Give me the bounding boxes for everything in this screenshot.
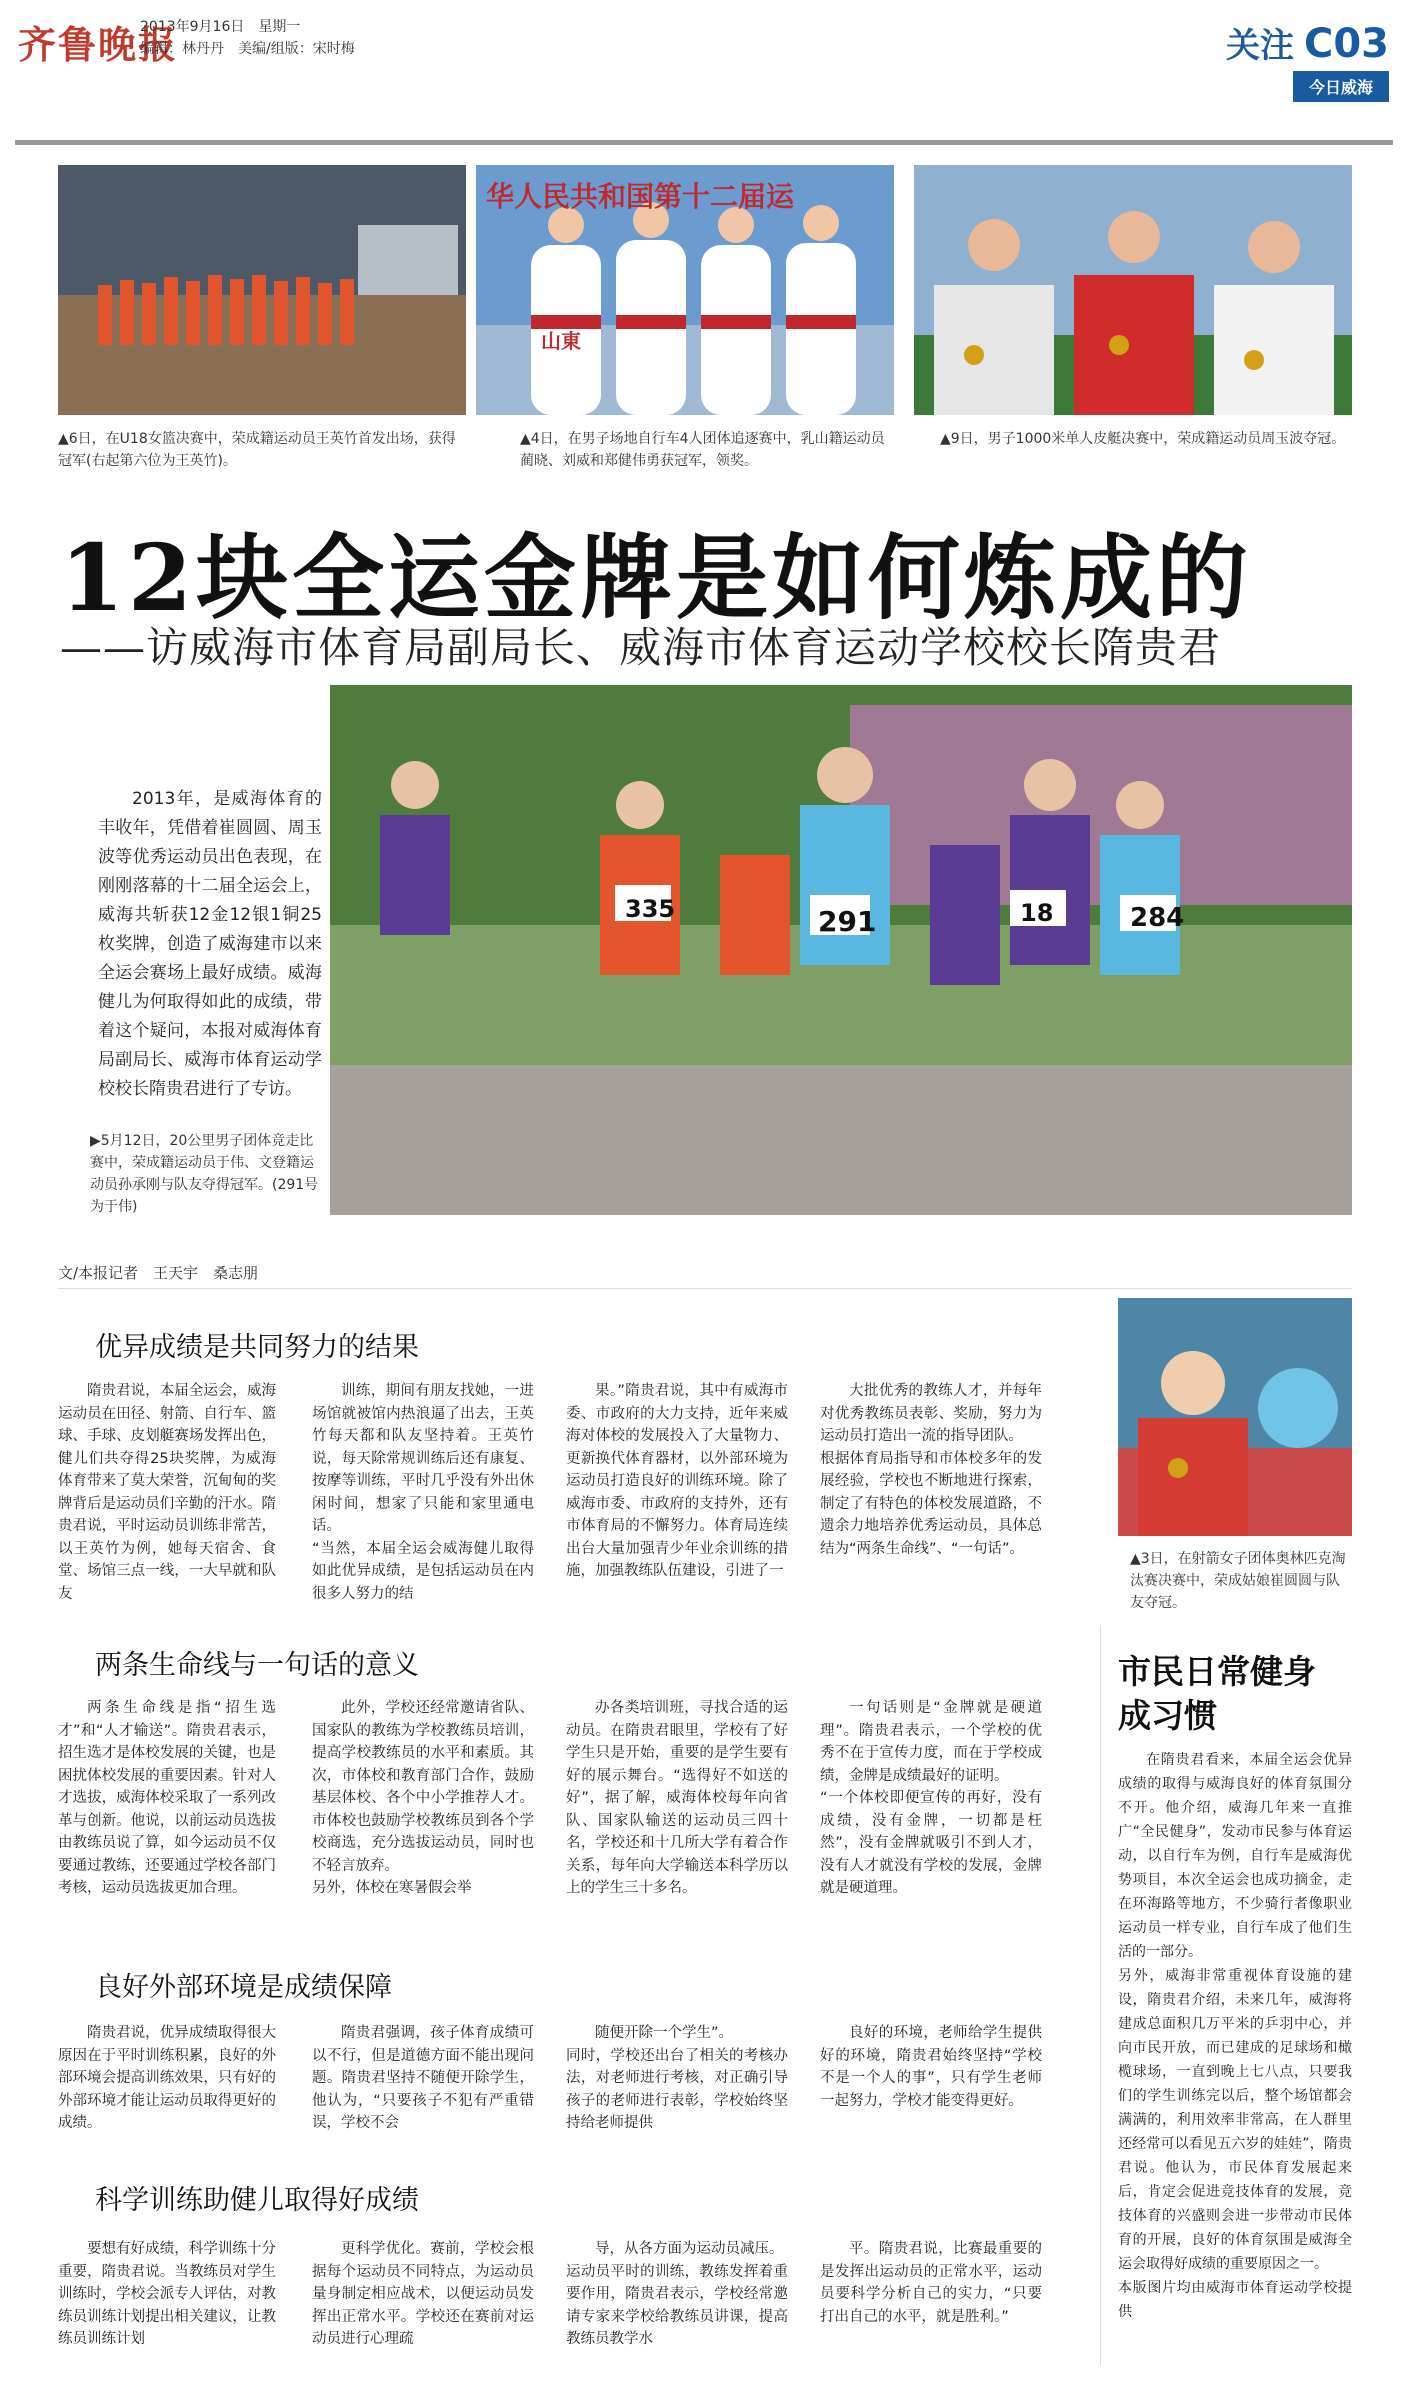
editor-credits: 编辑：林丹丹 美编/组版：宋时梅 [140, 41, 355, 57]
section-header [1226, 18, 1389, 102]
main-subheadline: ——访威海市体育局副局长、威海市体育运动学校校长隋贵君 [60, 623, 1222, 672]
kayak-photo-image [914, 165, 1352, 415]
bib-number-18: 18 [1020, 899, 1054, 927]
header-rule [15, 140, 1393, 145]
section-heading-3: 良好外部环境是成绩保障 [95, 1972, 392, 2003]
basketball-photo-image [58, 165, 466, 415]
archery-photo-image [1118, 1298, 1352, 1536]
section-heading-1: 优异成绩是共同努力的结果 [95, 1332, 419, 1363]
issue-meta [140, 16, 355, 60]
section4-col4: 平。隋贵君说，比赛最重要的是发挥出运动员的正常水平，运动员要科学分析自己的实力，“只要打出自己的水平，就是胜利。” [820, 2241, 1042, 2325]
section2-col4: 一句话则是“金牌就是硬道理”。隋贵君表示，一个学校的优秀不在于宣传力度，而在于学校成绩，金牌是成绩最好的证明。 “一个体校即便宣传的再好，没有成绩，没有金牌，一切都是枉然”，没有金牌就吸引不到人才，没有人才就没有学校的发展，金牌就是硬道理。 [820, 1700, 1042, 1896]
section2-col1: 两条生命线是指“招生选才”和“人才输送”。隋贵君表示，招生选才是体校发展的关键，也是困扰体校发展的重要因素。针对人才选拔，威海体校采取了一系列改革与创新。他说，以前运动员选拔由教练员说了算，如今运动员不仅要通过教练，还要通过学校各部门考核，运动员选拔更加合理。 [58, 1700, 276, 1896]
sidebar-body: 在隋贵君看来，本届全运会优异成绩的取得与威海良好的体育氛围分不开。他介绍，威海几年来一直推广“全民健身”，发动市民参与体育运动，以自行车为例，自行车是威海优势项目，本次全运会也成功摘金，走在环海路等地方，不少骑行者像职业运动员一样专业，自行车成了他们生活的一部分。 另外，威海非常重视体育设施的建设，隋贵君介绍，未来几年，威海将建成总面积几万平米的乒羽中心，并向市民开放，而已建成的足球场和橄榄球场，一直到晚上七八点，只要我们的学生训练完以后，整个场馆都会满满的，利用效率非常高，在人群里还经常可以看见五六岁的娃娃”，隋贵君说。他认为，市民体育发展起来后，肯定会促进竞技体育的发展，竞技体育的兴盛则会进一步带动市民体育的开展，良好的体育氛围是威海全运会取得好成绩的重要原因之一。 本版图片均由威海市体育运动学校提供 [1118, 1752, 1352, 2320]
page-number: C03 [1303, 21, 1389, 67]
section-sub: 今日威海 [1293, 71, 1389, 102]
section3-col2: 隋贵君强调，孩子体育成绩可以不行，但是道德方面不能出现问题。隋贵君坚持不随便开除学生，他认为，“只要孩子不犯有严重错误，学校不会 [312, 2025, 534, 2131]
photo-caption-basketball: ▲6日，在U18女篮决赛中，荣成籍运动员王英竹首发出场，获得冠军(右起第六位为王英竹)。 [58, 431, 456, 469]
jersey-text: 山東 [541, 329, 581, 353]
banner-text: 华人民共和国第十二届运 [486, 180, 795, 213]
bib-number-335: 335 [625, 895, 676, 923]
main-headline: 12块全运金牌是如何炼成的 [60, 524, 1253, 632]
section-heading-4: 科学训练助健儿取得好成绩 [95, 2185, 419, 2216]
bib-number-284: 284 [1130, 903, 1185, 933]
photo-archery-champion [1118, 1298, 1352, 1536]
photo-kayak-podium [914, 165, 1352, 415]
lead-paragraph: 2013年，是威海体育的丰收年，凭借着崔圆圆、周玉波等优秀运动员出色表现，在刚刚落幕的十二届全运会上，威海共斩获12金12银1铜25枚奖牌，创造了威海建市以来全运会赛场上最好成绩。威海健儿为何取得如此的成绩，带着这个疑问，本报对威海体育局副局长、威海市体育运动学校校长隋贵君进行了专访。 [98, 789, 322, 1099]
photo-cycling-team [476, 165, 894, 415]
bib-number-291: 291 [818, 905, 877, 938]
section3-col3: 随便开除一个学生”。 同时，学校还出台了相关的考核办法，对老师进行考核，对正确引导孩子的老师进行表彰，学校始终坚持给老师提供 [566, 2025, 788, 2131]
newspaper-logo: 齐鲁晚报 [18, 22, 179, 67]
section1-col2: 训练，期间有朋友找她，一进场馆就被馆内热浪逼了出去，王英竹每天都和队友坚持着。王英竹说，每天除常规训练后还有康复、按摩等训练，平时几乎没有外出休闲时间，想家了只能和家里通电话。 “当然，本届全运会威海健儿取得如此优异成绩，是包括运动员在内很多人努力的结 [312, 1383, 534, 1602]
photo-basketball-team [58, 165, 466, 415]
photo-caption-archery: ▲3日，在射箭女子团体奥林匹克淘汰赛决赛中，荣成姑娘崔圆圆与队友夺冠。 [1130, 1551, 1346, 1611]
main-photo-caption: ▶5月12日，20公里男子团体竞走比赛中，荣成籍运动员于伟、文登籍运动员孙承刚与队友夺得冠军。(291号为于伟) [90, 1133, 319, 1215]
section4-col3: 导，从各方面为运动员减压。 运动员平时的训练，教练发挥着重要作用，隋贵君表示，学校经常邀请专家来学校给教练员讲课，提高教练员教学水 [566, 2241, 788, 2347]
sidebar-divider [1100, 1625, 1101, 2365]
section4-col2: 更科学优化。赛前，学校会根据每个运动员不同特点，为运动员量身制定相应战术，以便运动员发挥出正常水平。学校还在赛前对运动员进行心理疏 [312, 2241, 534, 2347]
section1-col3: 果。”隋贵君说，其中有威海市委、市政府的大力支持，近年来威海对体校的发展投入了大量物力、更新换代体育器材，以外部环境为运动员打造良好的训练环境。除了威海市委、市政府的支持外，还有市体育局的不懈努力。体育局连续出台大量加强青少年业余训练的措施，加强教练队伍建设，引进了一 [566, 1383, 788, 1579]
main-photo-race-walk [330, 685, 1352, 1215]
section3-col4: 良好的环境，老师给学生提供好的环境，隋贵君始终坚持“学校不是一个人的事”，只有学生老师一起努力，学校才能变得更好。 [820, 2025, 1042, 2109]
section1-col1: 隋贵君说，本届全运会，威海运动员在田径、射箭、自行车、篮球、手球、皮划艇赛场发挥出色，健儿们共夺得25块奖牌，为威海体育带来了莫大荣誉，沉甸甸的奖牌背后是运动员们辛勤的汗水。隋贵君说，平时运动员训练非常苦，以王英竹为例，她每天宿舍、食堂、场馆三点一线，一大早就和队友 [58, 1383, 276, 1602]
photo-caption-cycling: ▲4日，在男子场地自行车4人团体追逐赛中，乳山籍运动员蔺晓、刘威和郑健伟勇获冠军，领奖。 [520, 431, 885, 469]
section1-col4: 大批优秀的教练人才，并每年对优秀教练员表彰、奖励，努力为运动员打造出一流的指导团队。 根据体育局指导和市体校多年的发展经验，学校也不断地进行探索，制定了有特色的体校发展道路，不遗余力地培养优秀运动员，具体总结为“两条生命线”、“一句话”。 [820, 1383, 1042, 1557]
photo-caption-kayak: ▲9日，男子1000米单人皮艇决赛中，荣成籍运动员周玉波夺冠。 [940, 431, 1346, 447]
section4-col1: 要想有好成绩，科学训练十分重要，隋贵君说。当教练员对学生训练时，学校会派专人评估，对教练员训练计划提出相关建议，让教练员训练计划 [58, 2241, 276, 2347]
byline-rule [58, 1288, 1352, 1289]
race-walk-photo-image [330, 685, 1352, 1215]
section3-col1: 隋贵君说，优异成绩取得很大原因在于平时训练积累，良好的外部环境会提高训练效果，只有好的外部环境才能让运动员取得更好的成绩。 [58, 2025, 276, 2131]
sidebar-title: 市民日常健身成习惯 [1118, 1652, 1316, 1735]
section-name: 关注 [1225, 26, 1294, 66]
section-heading-2: 两条生命线与一句话的意义 [95, 1650, 419, 1681]
byline: 文/本报记者 王天宇 桑志朋 [58, 1264, 259, 1282]
issue-date: 2013年9月16日 星期一 [140, 19, 301, 35]
section2-col3: 办各类培训班，寻找合适的运动员。在隋贵君眼里，学校有了好学生只是开始，重要的是学生要有好的展示舞台。“选得好不如送的好”，据了解，威海体校每年向省队、国家队输送的运动员三四十名，学校还和十几所大学有着合作关系，每年向大学输送本科学历以上的学生三十多名。 [566, 1700, 788, 1896]
section2-col2: 此外，学校还经常邀请省队、国家队的教练为学校教练员培训，提高学校教练员的水平和素质。其次，市体校和教育部门合作，鼓励基层体校、各个中小学推荐人才。市体校也鼓励学校教练员到各个学校商选，充分选拔运动员，同时也不轻言放弃。 另外，体校在寒暑假会举 [312, 1700, 534, 1896]
